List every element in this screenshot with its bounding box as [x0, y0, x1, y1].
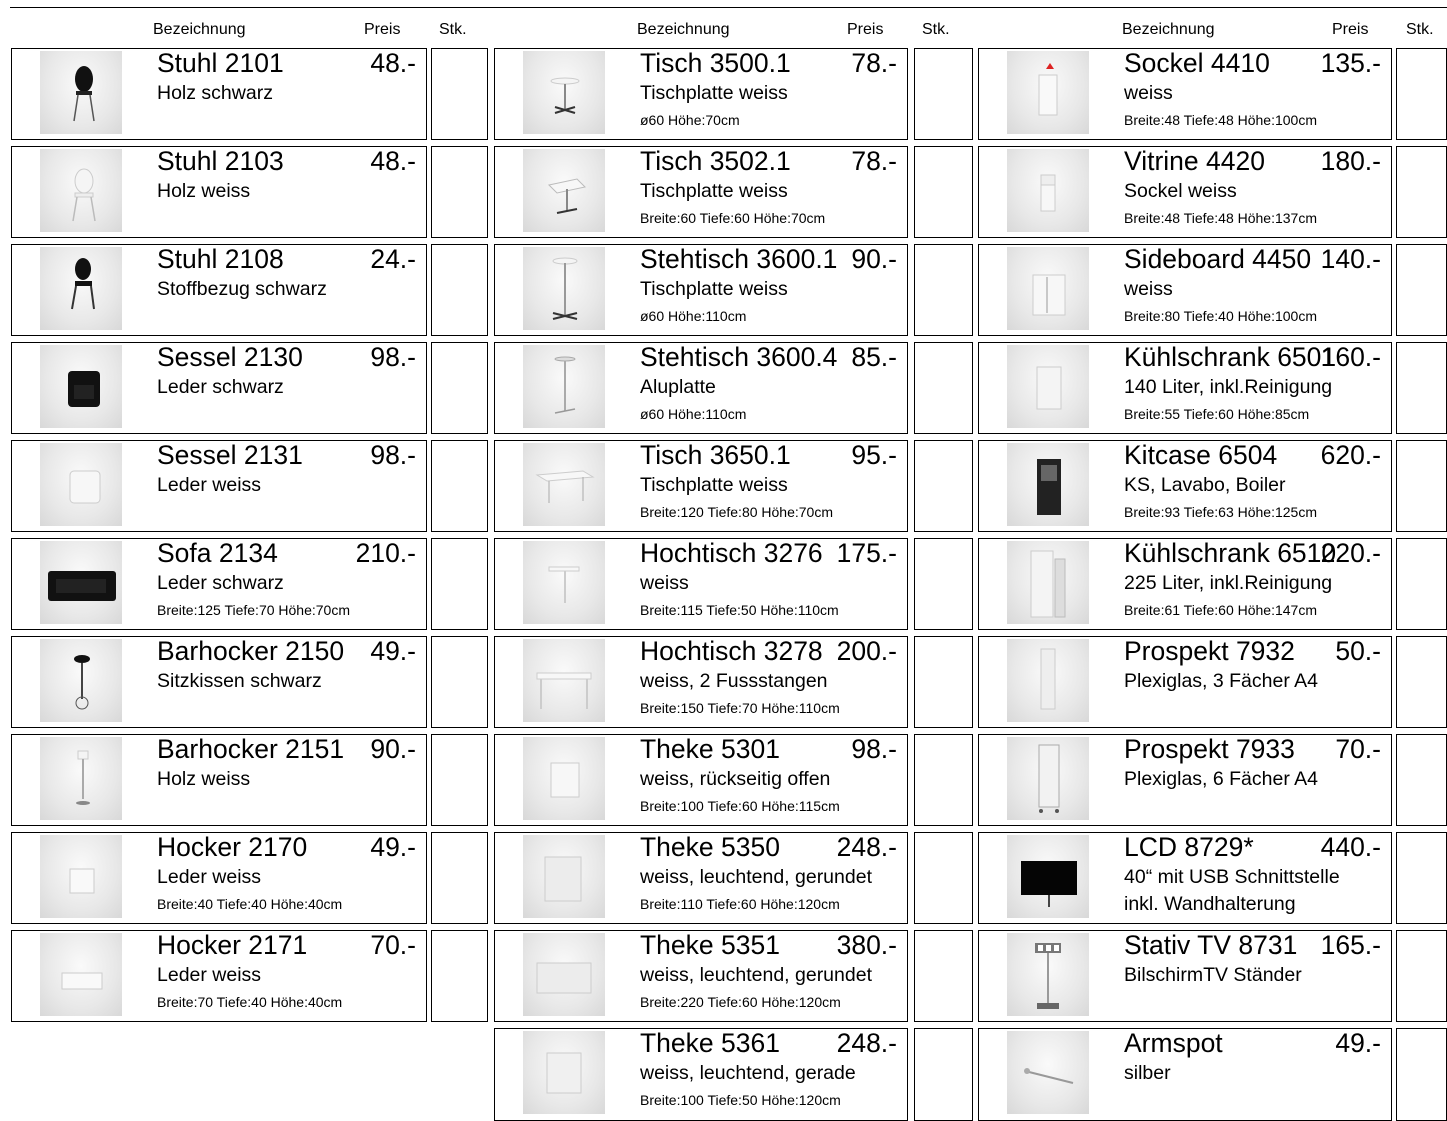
- header-price: Preis: [847, 21, 884, 38]
- product-description: Plexiglas, 6 Fächer A4: [1124, 768, 1319, 790]
- product-name: Stuhl 2101: [157, 48, 284, 78]
- product-description: Holz weiss: [157, 180, 251, 202]
- product-dimensions: Breite:93 Tiefe:63 Höhe:125cm: [1124, 504, 1318, 520]
- product-description: Leder weiss: [157, 866, 262, 888]
- product-dimensions: ø60 Höhe:70cm: [640, 112, 740, 128]
- product-description: Leder schwarz: [157, 376, 284, 398]
- product-description: weiss, leuchtend, gerundet: [640, 866, 872, 888]
- quantity-field[interactable]: [1396, 1028, 1447, 1121]
- product-card: [11, 538, 427, 630]
- black-sofa-icon: [40, 541, 122, 624]
- quantity-field[interactable]: [431, 538, 488, 630]
- product-description: Tischplatte weiss: [640, 278, 788, 300]
- header-price: Preis: [1332, 21, 1369, 38]
- product-name: Hochtisch 3276: [640, 538, 823, 568]
- product-dimensions: ø60 Höhe:110cm: [640, 406, 747, 422]
- product-card: [978, 244, 1392, 336]
- product-dimensions: Breite:55 Tiefe:60 Höhe:85cm: [1124, 406, 1310, 422]
- product-description: 225 Liter, inkl.Reinigung: [1124, 572, 1333, 594]
- product-card: [978, 440, 1392, 532]
- quantity-field[interactable]: [1396, 734, 1447, 826]
- quantity-field[interactable]: [431, 244, 488, 336]
- product-description: Stoffbezug schwarz: [157, 278, 327, 300]
- product-card: [11, 244, 427, 336]
- product-price: 140.-: [1320, 244, 1381, 274]
- product-name: Theke 5301: [640, 734, 780, 764]
- product-description-extra: inkl. Wandhalterung: [1124, 893, 1296, 915]
- quantity-field[interactable]: [914, 1028, 973, 1121]
- product-price: 49.-: [370, 636, 416, 666]
- product-description: weiss, leuchtend, gerade: [640, 1062, 856, 1084]
- product-card: [494, 146, 908, 238]
- quantity-field[interactable]: [431, 440, 488, 532]
- product-card: [11, 342, 427, 434]
- product-dimensions: Breite:70 Tiefe:40 Höhe:40cm: [157, 994, 343, 1010]
- product-price: 248.-: [836, 1028, 897, 1058]
- product-description: weiss, 2 Fussstangen: [640, 670, 828, 692]
- product-description: BilschirmTV Ständer: [1124, 964, 1302, 986]
- quantity-field[interactable]: [431, 636, 488, 728]
- product-description: Leder weiss: [157, 474, 262, 496]
- product-description: weiss, rückseitig offen: [640, 768, 831, 790]
- long-table-icon: [523, 443, 605, 526]
- product-description: Tischplatte weiss: [640, 82, 788, 104]
- product-price: 135.-: [1320, 48, 1381, 78]
- kitcase-icon: [1007, 443, 1089, 526]
- product-card: [11, 146, 427, 238]
- quantity-field[interactable]: [1396, 832, 1447, 924]
- fridge-icon: [1007, 345, 1089, 428]
- quantity-field[interactable]: [431, 146, 488, 238]
- product-price: 440.-: [1320, 832, 1381, 862]
- product-name: Tisch 3502.1: [640, 146, 791, 176]
- product-card: [11, 832, 427, 924]
- product-description: Sitzkissen schwarz: [157, 670, 322, 692]
- header-price: Preis: [364, 21, 401, 38]
- square-table-icon: [523, 149, 605, 232]
- vitrine-icon: [1007, 149, 1089, 232]
- bar-table-icon: [523, 639, 605, 722]
- product-description: 140 Liter, inkl.Reinigung: [1124, 376, 1333, 398]
- product-price: 160.-: [1320, 342, 1381, 372]
- product-card: [494, 734, 908, 826]
- product-description: weiss: [1124, 278, 1173, 300]
- product-price: 48.-: [370, 48, 416, 78]
- product-price: 90.-: [370, 734, 416, 764]
- product-card: [494, 636, 908, 728]
- product-card: [494, 244, 908, 336]
- lit-counter-icon: [523, 835, 605, 918]
- header-quantity: Stk.: [1406, 21, 1434, 38]
- product-name: Tisch 3650.1: [640, 440, 791, 470]
- product-price: 78.-: [851, 48, 897, 78]
- tall-fridge-icon: [1007, 541, 1089, 624]
- product-name: Hocker 2170: [157, 832, 308, 862]
- product-price: 165.-: [1320, 930, 1381, 960]
- product-description: KS, Lavabo, Boiler: [1124, 474, 1286, 496]
- product-dimensions: Breite:110 Tiefe:60 Höhe:120cm: [640, 896, 840, 912]
- product-name: LCD 8729*: [1124, 832, 1254, 862]
- counter-icon: [523, 737, 605, 820]
- product-price: 70.-: [1335, 734, 1381, 764]
- product-card: [494, 832, 908, 924]
- quantity-field[interactable]: [914, 244, 973, 336]
- product-price: 180.-: [1320, 146, 1381, 176]
- product-price: 90.-: [851, 244, 897, 274]
- product-card: [494, 538, 908, 630]
- product-dimensions: Breite:220 Tiefe:60 Höhe:120cm: [640, 994, 841, 1010]
- product-name: Armspot: [1124, 1028, 1223, 1058]
- tv-stand-icon: [1007, 933, 1089, 1016]
- product-price: 98.-: [370, 440, 416, 470]
- product-dimensions: Breite:115 Tiefe:50 Höhe:110cm: [640, 602, 839, 618]
- product-dimensions: Breite:120 Tiefe:80 Höhe:70cm: [640, 504, 834, 520]
- product-name: Stuhl 2108: [157, 244, 284, 274]
- product-name: Stehtisch 3600.4: [640, 342, 838, 372]
- quantity-field[interactable]: [914, 636, 973, 728]
- brochure-stand-icon: [1007, 639, 1089, 722]
- product-name: Kühlschrank 6510: [1124, 538, 1337, 568]
- product-price: 98.-: [370, 342, 416, 372]
- product-description: weiss: [1124, 82, 1173, 104]
- header-designation: Bezeichnung: [637, 21, 730, 38]
- quantity-field[interactable]: [1396, 342, 1447, 434]
- quantity-field[interactable]: [1396, 930, 1447, 1022]
- product-card: [11, 930, 427, 1022]
- arm-spot-icon: [1007, 1031, 1089, 1114]
- white-bench-icon: [40, 933, 122, 1016]
- quantity-field[interactable]: [914, 832, 973, 924]
- product-name: Sessel 2131: [157, 440, 303, 470]
- product-price: 248.-: [836, 832, 897, 862]
- product-dimensions: Breite:60 Tiefe:60 Höhe:70cm: [640, 210, 826, 226]
- product-price: 85.-: [851, 342, 897, 372]
- product-description: Sockel weiss: [1124, 180, 1237, 202]
- quantity-field[interactable]: [1396, 440, 1447, 532]
- product-dimensions: Breite:48 Tiefe:48 Höhe:137cm: [1124, 210, 1318, 226]
- quantity-field[interactable]: [431, 734, 488, 826]
- quantity-field[interactable]: [914, 734, 973, 826]
- product-name: Stehtisch 3600.1: [640, 244, 838, 274]
- long-lit-counter-icon: [523, 933, 605, 1016]
- product-dimensions: Breite:100 Tiefe:50 Höhe:120cm: [640, 1092, 841, 1108]
- black-barstool-icon: [40, 639, 122, 722]
- product-card: [494, 930, 908, 1022]
- product-description: Tischplatte weiss: [640, 474, 788, 496]
- product-name: Prospekt 7932: [1124, 636, 1295, 666]
- quantity-field[interactable]: [431, 342, 488, 434]
- product-name: Kitcase 6504: [1124, 440, 1278, 470]
- white-armchair-icon: [40, 443, 122, 526]
- product-card: [11, 48, 427, 140]
- lcd-screen-icon: [1007, 835, 1089, 918]
- product-price: 24.-: [370, 244, 416, 274]
- black-fabric-chair-icon: [40, 247, 122, 330]
- product-description: Leder weiss: [157, 964, 262, 986]
- product-name: Hochtisch 3278: [640, 636, 823, 666]
- white-barstool-icon: [40, 737, 122, 820]
- quantity-field[interactable]: [914, 538, 973, 630]
- product-dimensions: Breite:61 Tiefe:60 Höhe:147cm: [1124, 602, 1318, 618]
- product-dimensions: Breite:150 Tiefe:70 Höhe:110cm: [640, 700, 840, 716]
- round-table-icon: [523, 51, 605, 134]
- product-description: Holz weiss: [157, 768, 251, 790]
- product-description: weiss, leuchtend, gerundet: [640, 964, 872, 986]
- quantity-field[interactable]: [914, 146, 973, 238]
- product-name: Prospekt 7933: [1124, 734, 1295, 764]
- product-description: Plexiglas, 3 Fächer A4: [1124, 670, 1319, 692]
- product-card: [494, 342, 908, 434]
- quantity-field[interactable]: [914, 930, 973, 1022]
- product-card: [978, 930, 1392, 1022]
- product-card: [978, 636, 1392, 728]
- product-price: 175.-: [836, 538, 897, 568]
- product-dimensions: ø60 Höhe:110cm: [640, 308, 747, 324]
- straight-counter-icon: [523, 1031, 605, 1114]
- header-designation: Bezeichnung: [1122, 21, 1215, 38]
- white-stool-icon: [40, 835, 122, 918]
- product-description: 40“ mit USB Schnittstelle: [1124, 866, 1340, 888]
- product-description: Aluplatte: [640, 376, 716, 398]
- product-name: Theke 5350: [640, 832, 780, 862]
- product-price: 620.-: [1320, 440, 1381, 470]
- pedestal-icon: [1007, 51, 1089, 134]
- product-card: [978, 48, 1392, 140]
- high-table-icon: [523, 247, 605, 330]
- product-description: Leder schwarz: [157, 572, 284, 594]
- product-name: Stuhl 2103: [157, 146, 284, 176]
- quantity-field[interactable]: [1396, 538, 1447, 630]
- product-name: Sideboard 4450: [1124, 244, 1312, 274]
- product-price: 98.-: [851, 734, 897, 764]
- product-price: 380.-: [836, 930, 897, 960]
- product-card: [978, 538, 1392, 630]
- product-price: 49.-: [1335, 1028, 1381, 1058]
- header-quantity: Stk.: [439, 21, 467, 38]
- product-card: [978, 342, 1392, 434]
- quantity-field[interactable]: [1396, 48, 1447, 140]
- quantity-field[interactable]: [431, 832, 488, 924]
- product-dimensions: Breite:80 Tiefe:40 Höhe:100cm: [1124, 308, 1318, 324]
- product-name: Barhocker 2150: [157, 636, 345, 666]
- product-price: 220.-: [1320, 538, 1381, 568]
- black-armchair-icon: [40, 345, 122, 428]
- product-name: Sessel 2130: [157, 342, 303, 372]
- product-name: Sofa 2134: [157, 538, 278, 568]
- product-name: Theke 5351: [640, 930, 780, 960]
- quantity-field[interactable]: [1396, 146, 1447, 238]
- header-quantity: Stk.: [922, 21, 950, 38]
- product-dimensions: Breite:48 Tiefe:48 Höhe:100cm: [1124, 112, 1318, 128]
- quantity-field[interactable]: [914, 48, 973, 140]
- product-dimensions: Breite:100 Tiefe:60 Höhe:115cm: [640, 798, 840, 814]
- product-price: 50.-: [1335, 636, 1381, 666]
- product-description: Holz schwarz: [157, 82, 273, 104]
- product-card: [494, 1028, 908, 1121]
- product-card: [978, 146, 1392, 238]
- product-price: 70.-: [370, 930, 416, 960]
- product-card: [11, 636, 427, 728]
- product-name: Barhocker 2151: [157, 734, 345, 764]
- product-name: Tisch 3500.1: [640, 48, 791, 78]
- quantity-field[interactable]: [914, 342, 973, 434]
- product-name: Kühlschrank 6501: [1124, 342, 1337, 372]
- product-name: Hocker 2171: [157, 930, 308, 960]
- quantity-field[interactable]: [431, 930, 488, 1022]
- quantity-field[interactable]: [1396, 636, 1447, 728]
- product-name: Sockel 4410: [1124, 48, 1270, 78]
- product-price: 95.-: [851, 440, 897, 470]
- top-rule: [10, 7, 1447, 8]
- product-card: [978, 832, 1392, 924]
- product-card: [11, 734, 427, 826]
- product-name: Theke 5361: [640, 1028, 780, 1058]
- product-card: [494, 440, 908, 532]
- white-chair-icon: [40, 149, 122, 232]
- product-card: [494, 48, 908, 140]
- alu-high-table-icon: [523, 345, 605, 428]
- product-description: weiss: [640, 572, 689, 594]
- quantity-field[interactable]: [914, 440, 973, 532]
- product-price: 48.-: [370, 146, 416, 176]
- product-description: silber: [1124, 1062, 1171, 1084]
- header-designation: Bezeichnung: [153, 21, 246, 38]
- product-price: 49.-: [370, 832, 416, 862]
- product-dimensions: Breite:125 Tiefe:70 Höhe:70cm: [157, 602, 351, 618]
- product-card: [11, 440, 427, 532]
- product-name: Stativ TV 8731: [1124, 930, 1298, 960]
- product-dimensions: Breite:40 Tiefe:40 Höhe:40cm: [157, 896, 343, 912]
- product-price: 200.-: [836, 636, 897, 666]
- product-price: 78.-: [851, 146, 897, 176]
- product-description: Tischplatte weiss: [640, 180, 788, 202]
- brochure-rack-icon: [1007, 737, 1089, 820]
- product-price: 210.-: [355, 538, 416, 568]
- black-chair-icon: [40, 51, 122, 134]
- sideboard-icon: [1007, 247, 1089, 330]
- quantity-field[interactable]: [431, 48, 488, 140]
- quantity-field[interactable]: [1396, 244, 1447, 336]
- product-card: [978, 734, 1392, 826]
- product-card: [978, 1028, 1392, 1121]
- product-name: Vitrine 4420: [1124, 146, 1265, 176]
- white-high-table-icon: [523, 541, 605, 624]
